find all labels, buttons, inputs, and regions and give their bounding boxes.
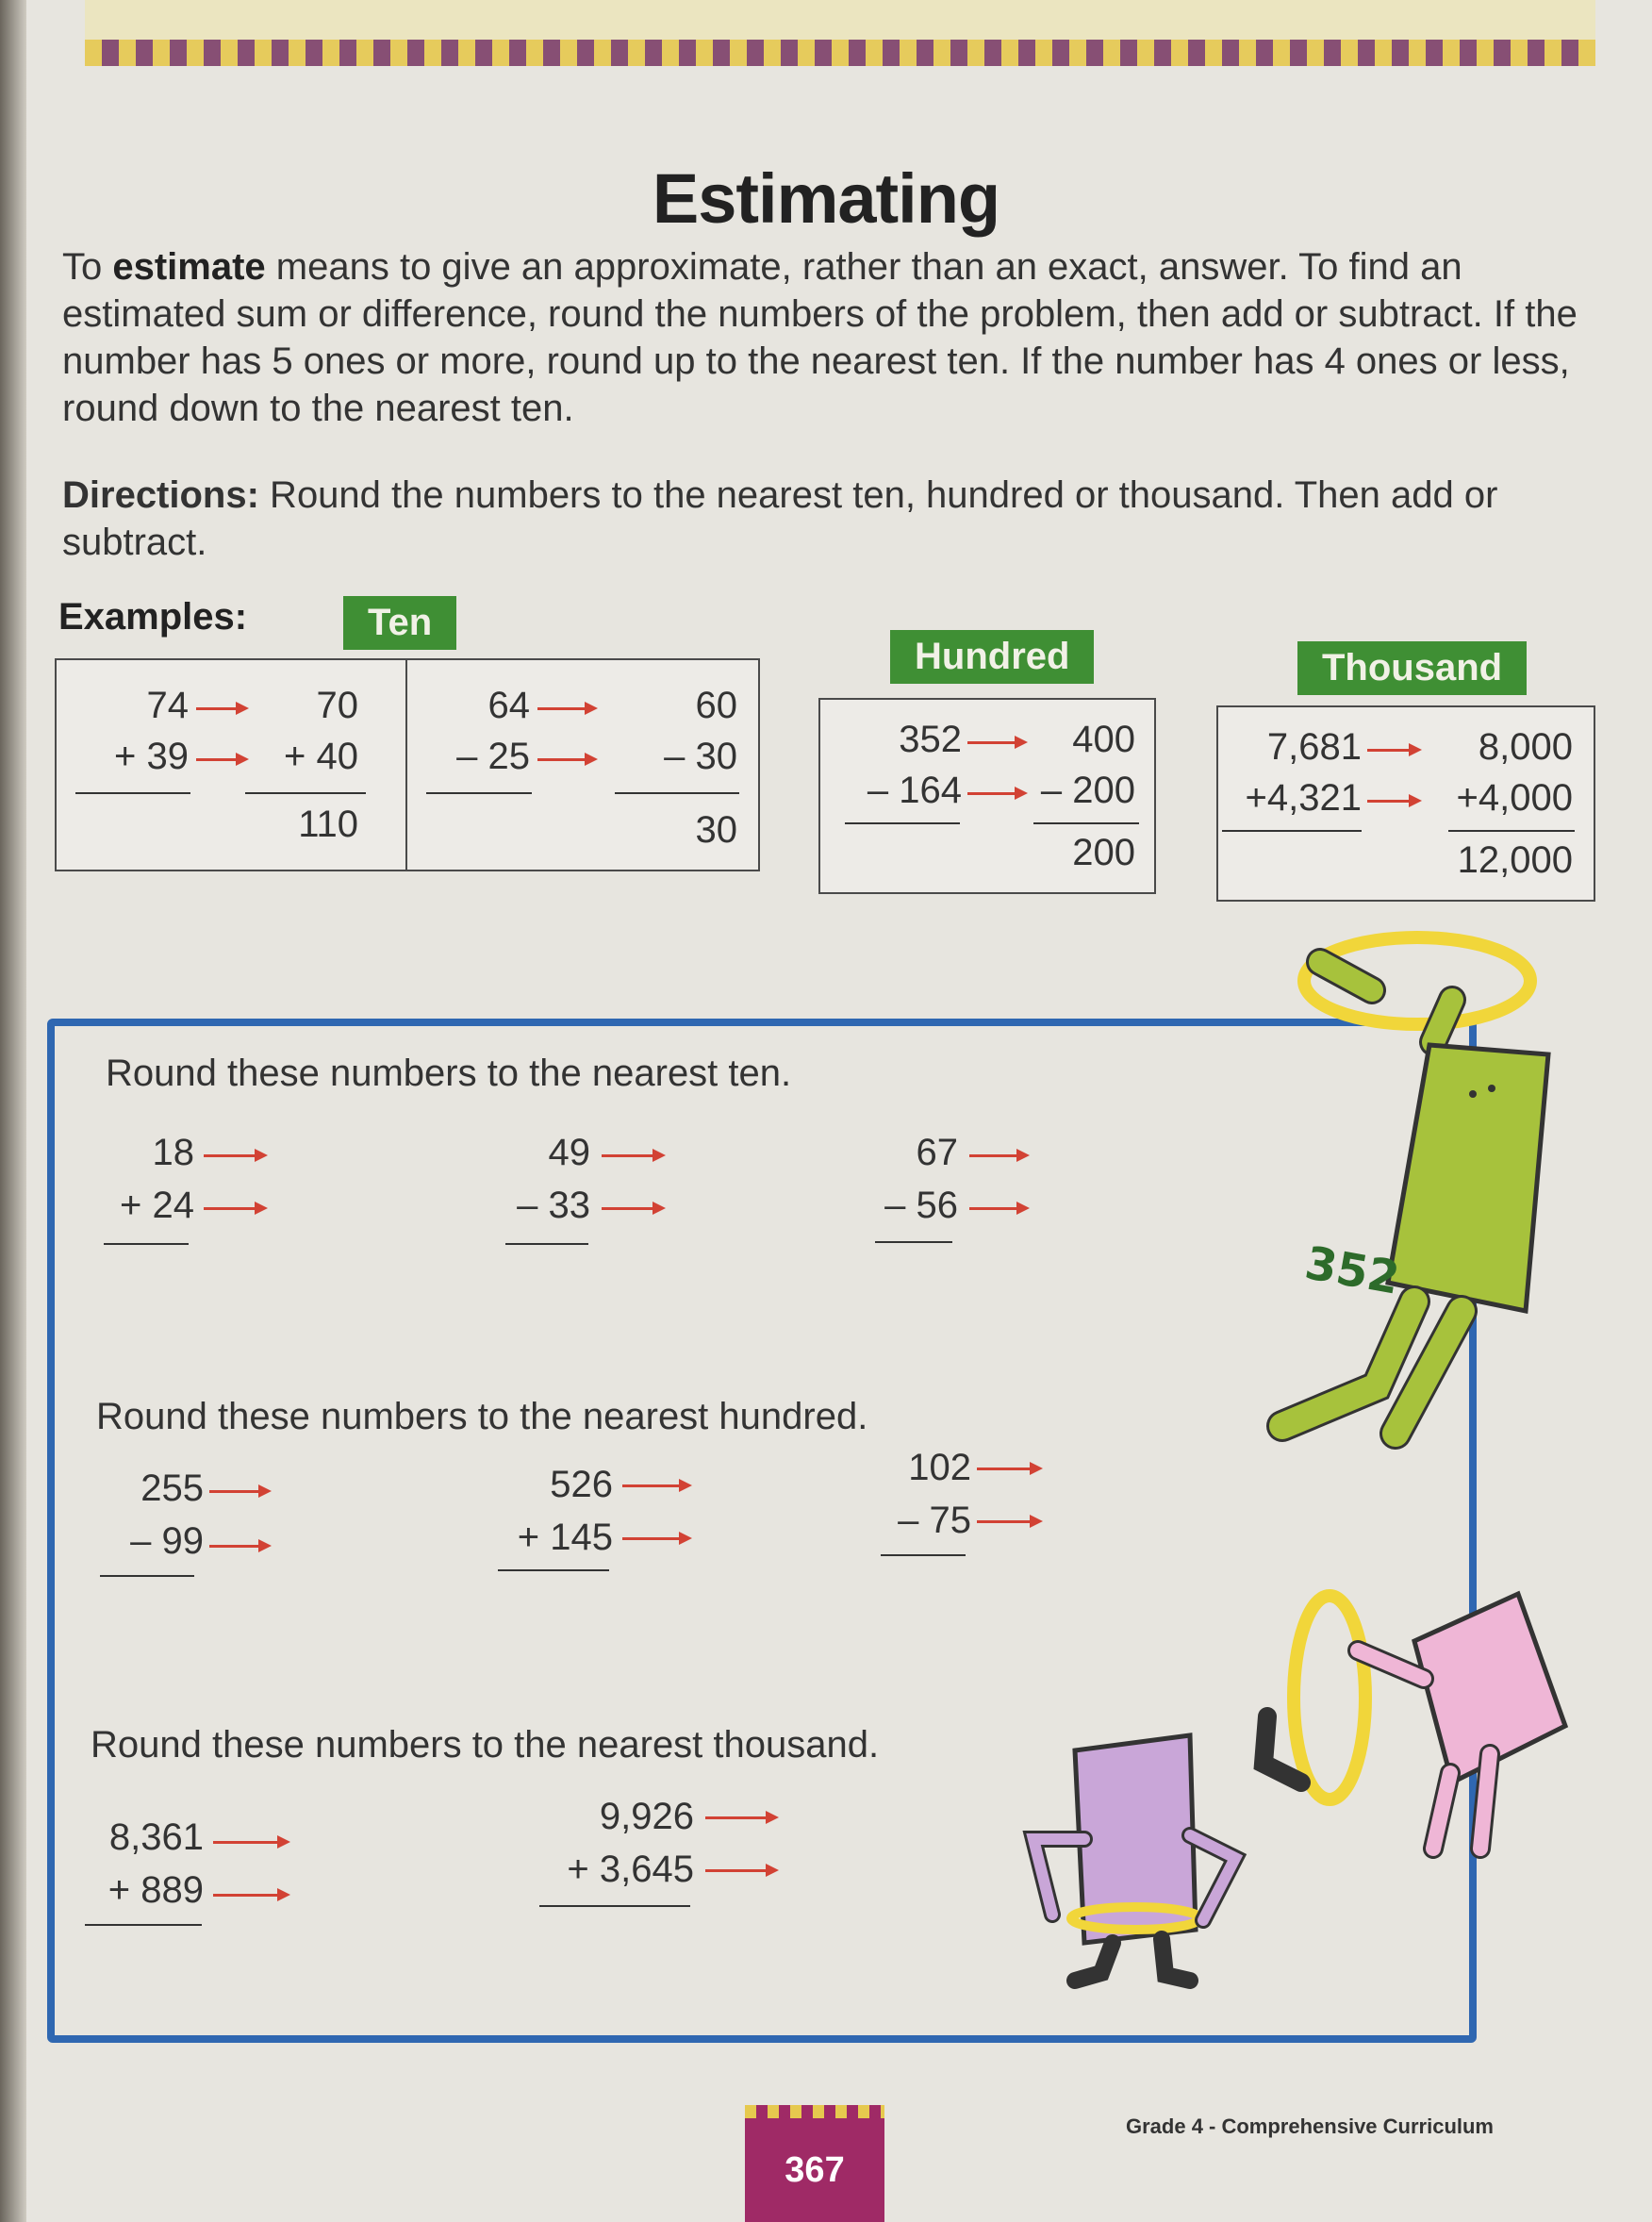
example-number: 352 xyxy=(899,719,962,760)
example-answer: 30 xyxy=(695,809,737,851)
problem-number: 49 xyxy=(548,1132,590,1173)
character-label: 352 xyxy=(1300,1236,1404,1305)
problem-number: + 145 xyxy=(517,1517,613,1558)
problem-number: + 24 xyxy=(120,1185,194,1226)
problem-number: – 56 xyxy=(884,1185,958,1226)
example-number: 64 xyxy=(487,685,530,726)
directions-text: Round the numbers to the nearest ten, hundred or thousand. Then add or subtract. xyxy=(62,474,1498,563)
example-rounded: 60 xyxy=(695,685,737,726)
intro-lead: To xyxy=(62,246,113,288)
example-number: + 39 xyxy=(114,736,189,777)
tab-ten: Ten xyxy=(343,596,456,650)
example-number: – 164 xyxy=(867,770,962,811)
section-heading-ten: Round these numbers to the nearest ten. xyxy=(106,1053,792,1094)
footer-credit: Grade 4 - Comprehensive Curriculum xyxy=(1126,2114,1494,2138)
pink-character xyxy=(1264,1594,1565,1849)
example-rounded: + 40 xyxy=(284,736,358,777)
examples-label: Examples: xyxy=(58,596,248,638)
example-rounded: – 30 xyxy=(664,736,737,777)
example-number: 7,681 xyxy=(1266,726,1362,768)
problem-number: – 33 xyxy=(517,1185,590,1226)
problem-number: 8,361 xyxy=(108,1816,204,1858)
example-rounded: 400 xyxy=(1072,719,1135,760)
eye-icon xyxy=(1469,1090,1477,1098)
problem-number: + 3,645 xyxy=(567,1849,694,1890)
number-card-body xyxy=(1388,1045,1548,1311)
problem-number: + 889 xyxy=(107,1869,204,1911)
purple-character xyxy=(1033,1735,1235,1981)
problem-number: 255 xyxy=(140,1468,204,1509)
directions-label: Directions: xyxy=(62,474,259,516)
section-heading-thousand: Round these numbers to the nearest thousand. xyxy=(91,1724,880,1766)
intro-bold-term: estimate xyxy=(112,246,266,288)
example-rounded: 8,000 xyxy=(1478,726,1573,768)
problem-number: 18 xyxy=(152,1132,194,1173)
page-title: Estimating xyxy=(652,159,1000,238)
example-answer: 200 xyxy=(1072,832,1135,873)
page-number: 367 xyxy=(745,2105,884,2222)
example-number: +4,321 xyxy=(1245,777,1362,819)
example-number: 74 xyxy=(146,685,189,726)
intro-rest: means to give an approximate, rather than an exact, answer. To find an estimated sum or difference, round the numbers of the problem, then add or subtract. If the number has 5 ones or more, round up to the nearest ten. If the number has 4 ones or less, round down to the nearest ten. xyxy=(62,246,1578,429)
problem-number: – 99 xyxy=(130,1520,204,1562)
example-number: – 25 xyxy=(456,736,530,777)
tab-hundred: Hundred xyxy=(890,630,1094,684)
problem-number: 102 xyxy=(908,1447,971,1488)
problem-number: 9,926 xyxy=(599,1796,694,1837)
green-number-character xyxy=(1282,937,1548,1434)
example-answer: 110 xyxy=(298,804,358,845)
purple-legs xyxy=(1075,1939,1190,1981)
eye-icon xyxy=(1488,1085,1495,1092)
problem-number: 67 xyxy=(916,1132,958,1173)
problem-number: 526 xyxy=(550,1464,613,1505)
hoop-icon xyxy=(1294,1596,1365,1799)
example-answer: 12,000 xyxy=(1457,839,1573,881)
example-rounded: – 200 xyxy=(1040,770,1135,811)
problem-number: – 75 xyxy=(898,1500,971,1541)
example-rounded: +4,000 xyxy=(1456,777,1573,819)
section-heading-hundred: Round these numbers to the nearest hundred. xyxy=(96,1396,868,1437)
tab-thousand: Thousand xyxy=(1297,641,1527,695)
example-rounded: 70 xyxy=(316,685,358,726)
arms-fill xyxy=(1320,962,1452,1042)
legs-fill xyxy=(1282,1302,1462,1434)
